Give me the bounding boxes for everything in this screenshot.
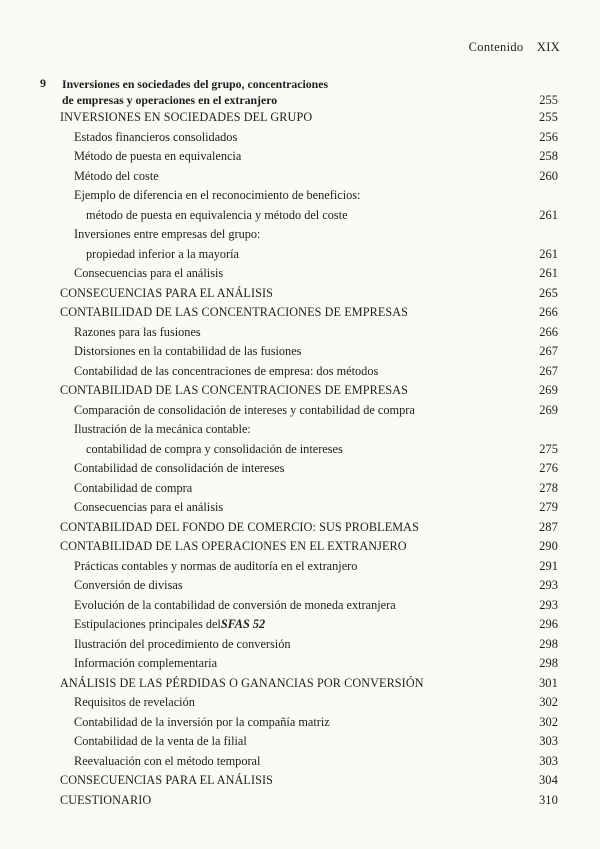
toc-subsection-entry — [60, 225, 558, 245]
toc-entry-page: 261 — [539, 246, 558, 261]
toc-subsection-entry — [60, 479, 558, 499]
toc-entry-page: 267 — [539, 344, 558, 358]
toc-entry-page: 279 — [539, 500, 558, 514]
toc-subsection-entry — [60, 245, 558, 265]
chapter-heading — [40, 76, 560, 108]
running-header — [469, 40, 560, 55]
toc-entry-title: CONSECUENCIAS PARA EL ANÁLISIS — [60, 773, 274, 787]
toc-entry-page: 302 — [539, 714, 558, 729]
toc-entry-title: Reevaluación con el método temporal — [74, 753, 261, 768]
toc-entries — [60, 108, 558, 810]
toc-entry-title: Consecuencias para el análisis — [74, 266, 224, 280]
toc-subsection-entry — [60, 596, 558, 616]
toc-entry-title: Evolución de la contabilidad de conversión de moneda extranjera — [74, 597, 396, 612]
toc-entry-title: Método del coste — [74, 168, 159, 183]
toc-entry-title: Ilustración del procedimiento de conversión — [74, 636, 291, 651]
toc-entry-title: Contabilidad de las concentraciones de empresa: dos métodos — [74, 363, 379, 378]
toc-entry-title: Razones para las fusiones — [74, 324, 201, 339]
toc-entry-title: Consecuencias para el análisis — [74, 500, 224, 514]
toc-entry-title: Contabilidad de compra — [74, 480, 193, 495]
toc-subsection-entry — [60, 557, 558, 577]
toc-entry-title: Estados financieros consolidados — [74, 129, 238, 144]
toc-subsection-entry — [60, 362, 558, 382]
toc-entry-page: 276 — [539, 461, 558, 475]
toc-entry-title: Ejemplo de diferencia en el reconocimiento de beneficios: — [74, 188, 361, 202]
toc-entry-title: CONTABILIDAD DEL FONDO DE COMERCIO: SUS PROBLEMAS — [60, 519, 419, 534]
toc-entry-page: 258 — [539, 149, 558, 163]
toc-entry-page: 261 — [539, 207, 558, 222]
toc-entry-title: Distorsiones en la contabilidad de las fusiones — [74, 344, 302, 358]
toc-entry-title: Prácticas contables y normas de auditoría en el extranjero — [74, 558, 358, 573]
chapter-page: 255 — [539, 93, 558, 107]
toc-entry-page: 260 — [539, 168, 558, 183]
toc-section-entry — [60, 284, 558, 304]
toc-subsection-entry — [60, 264, 558, 284]
toc-entry-page: 291 — [539, 558, 558, 573]
toc-entry-title: Ilustración de la mecánica contable: — [74, 422, 251, 436]
toc-entry-page: 255 — [538, 110, 558, 124]
toc-entry-title: contabilidad de compra y consolidación de intereses — [86, 441, 343, 456]
toc-section-entry — [60, 674, 558, 694]
chapter-title-line1: Inversiones en sociedades del grupo, concentraciones — [62, 77, 329, 91]
toc-entry-title: Requisitos de revelación — [74, 695, 195, 709]
toc-subsection-entry — [60, 654, 558, 674]
toc-entry-page: 298 — [539, 656, 558, 670]
toc-entry-title: CONTABILIDAD DE LAS CONCENTRACIONES DE EMPRESAS — [60, 305, 409, 319]
toc-subsection-entry — [60, 186, 558, 206]
chapter-title-line2: de empresas y operaciones en el extranjero — [62, 93, 278, 107]
toc-entry-page: 303 — [539, 734, 558, 748]
toc-entry-title: Inversiones entre empresas del grupo: — [74, 227, 261, 241]
header-label: Contenido — [468, 40, 524, 54]
toc-entry-page: 266 — [539, 324, 558, 339]
toc-entry-title: Contabilidad de la venta de la filial — [74, 734, 247, 748]
toc-entry-page: 287 — [538, 519, 558, 534]
toc-entry-page: 261 — [539, 266, 558, 280]
toc-entry-page: 269 — [538, 383, 558, 397]
toc-entry-page: 265 — [538, 285, 558, 300]
toc-subsection-entry — [60, 615, 558, 635]
toc-subsection-entry — [60, 323, 558, 343]
toc-entry-title: Conversión de divisas — [74, 578, 183, 592]
toc-subsection-entry — [60, 206, 558, 226]
toc-entry-page: 275 — [539, 441, 558, 456]
chapter-title — [62, 76, 560, 108]
toc-subsection-entry — [60, 576, 558, 596]
toc-entry-page: 302 — [539, 695, 558, 709]
toc-entry-title: CONTABILIDAD DE LAS OPERACIONES EN EL EXTRANJERO — [60, 539, 407, 553]
toc-entry-page: 298 — [539, 636, 558, 651]
toc-entry-page: 293 — [539, 597, 558, 612]
toc-section-entry — [60, 108, 558, 128]
toc-entry-title: ANÁLISIS DE LAS PÉRDIDAS O GANANCIAS POR CONVERSIÓN — [60, 675, 424, 690]
toc-entry-title: CONTABILIDAD DE LAS CONCENTRACIONES DE EMPRESAS — [60, 383, 409, 397]
chapter-number: 9 — [40, 76, 46, 90]
toc-subsection-entry — [60, 498, 558, 518]
toc-section-entry — [60, 771, 558, 791]
toc-entry-title: Contabilidad de consolidación de intereses — [74, 461, 285, 475]
toc-subsection-entry — [60, 752, 558, 772]
toc-subsection-entry — [60, 420, 558, 440]
toc-entry-title: Comparación de consolidación de intereses y contabilidad de compra — [74, 402, 415, 417]
toc-entry-title: Información complementaria — [74, 656, 218, 670]
toc-section-entry — [60, 537, 558, 557]
toc-entry-page: 256 — [539, 129, 558, 144]
toc-entry-page: 290 — [538, 539, 558, 553]
toc-subsection-entry — [60, 440, 558, 460]
toc-entry-title: método de puesta en equivalencia y método del coste — [86, 207, 348, 222]
toc-section-entry — [60, 381, 558, 401]
toc-section-entry — [60, 791, 558, 811]
toc-subsection-entry — [60, 693, 558, 713]
toc-entry-page: 303 — [539, 753, 558, 768]
toc-subsection-entry — [60, 128, 558, 148]
toc-section-entry — [60, 303, 558, 323]
toc-section-entry — [60, 518, 558, 538]
toc-entry-page: 278 — [539, 480, 558, 495]
toc-subsection-entry — [60, 147, 558, 167]
toc-entry-title: Contabilidad de la inversión por la compañía matriz — [74, 714, 330, 729]
toc-entry-title: CUESTIONARIO — [60, 792, 152, 807]
toc-entry-emphasis-text: SFAS 52 — [220, 617, 266, 631]
toc-entry-page: 269 — [539, 402, 558, 417]
toc-entry-title: CONSECUENCIAS PARA EL ANÁLISIS — [60, 285, 274, 300]
toc-entry-title: Estipulaciones principales del — [74, 617, 221, 631]
toc-subsection-entry — [60, 732, 558, 752]
toc-entry-page: 304 — [538, 773, 558, 787]
toc-subsection-entry — [60, 713, 558, 733]
toc-entry-title: INVERSIONES EN SOCIEDADES DEL GRUPO — [60, 110, 313, 124]
toc-entry-emphasis — [221, 615, 265, 635]
toc-entry-page: 310 — [538, 792, 558, 807]
toc-entry-page: 267 — [539, 363, 558, 378]
toc-entry-page: 293 — [539, 578, 558, 592]
toc-subsection-entry — [60, 167, 558, 187]
toc-subsection-entry — [60, 635, 558, 655]
toc-entry-page: 266 — [538, 305, 558, 319]
toc-entry-page: 301 — [538, 675, 558, 690]
toc-subsection-entry — [60, 401, 558, 421]
toc-entry-page: 296 — [539, 617, 558, 631]
toc-subsection-entry — [60, 342, 558, 362]
toc-entry-title: Método de puesta en equivalencia — [74, 149, 242, 163]
toc-subsection-entry — [60, 459, 558, 479]
header-page-number: XIX — [536, 40, 560, 54]
toc-entry-title: propiedad inferior a la mayoría — [86, 246, 239, 261]
